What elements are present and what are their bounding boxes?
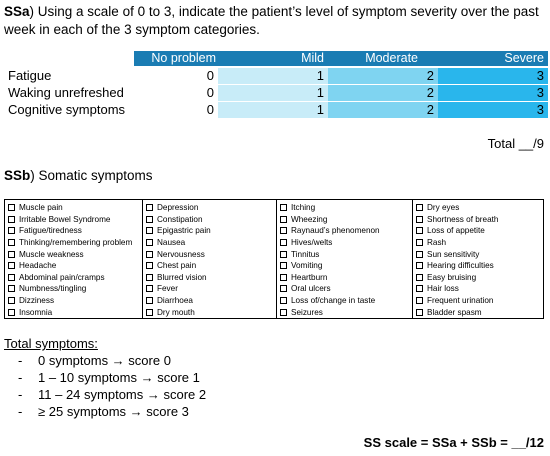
symptom-item[interactable] <box>413 260 542 272</box>
symptom-item[interactable] <box>5 260 142 272</box>
symptom-item[interactable] <box>5 295 142 307</box>
symptom-label: Easy bruising <box>427 272 477 282</box>
checkbox[interactable] <box>146 251 153 258</box>
scoring-text: ≥ 25 symptoms → score 3 <box>38 404 189 419</box>
symptom-label: Chest pain <box>157 261 197 271</box>
checkbox[interactable] <box>8 227 15 234</box>
symptom-item[interactable] <box>413 306 542 318</box>
header-severe: Severe <box>504 51 544 65</box>
list-dash: - <box>18 404 23 419</box>
checkbox[interactable] <box>146 285 153 292</box>
symptom-label: Diarrhoea <box>157 296 193 306</box>
score-cell-0[interactable]: 0 <box>134 68 218 84</box>
symptom-label: Epigastric pain <box>157 226 211 236</box>
symptom-item[interactable] <box>277 295 412 307</box>
checkbox[interactable] <box>8 297 15 304</box>
symptom-item[interactable] <box>413 295 542 307</box>
symptom-item[interactable] <box>5 248 142 260</box>
checkbox[interactable] <box>8 285 15 292</box>
ssb-title-text: ) Somatic symptoms <box>30 168 153 183</box>
symptom-item[interactable] <box>277 248 412 260</box>
symptom-label: Blurred vision <box>157 272 207 282</box>
symptom-label: Dizziness <box>19 296 55 306</box>
symptom-label: Abdominal pain/cramps <box>19 272 105 282</box>
symptom-label: Sun sensitivity <box>427 249 480 259</box>
symptom-label: Muscle weakness <box>19 249 84 259</box>
symptom-label: Wheezing <box>291 214 328 224</box>
symptom-label: Hives/welts <box>291 238 333 248</box>
symptom-item[interactable] <box>277 237 412 249</box>
checkbox[interactable] <box>416 297 423 304</box>
checkbox[interactable] <box>8 251 15 258</box>
symptom-label: Hearing difficulties <box>427 261 494 271</box>
symptom-item[interactable] <box>5 214 142 226</box>
symptom-item[interactable] <box>5 225 142 237</box>
checkbox[interactable] <box>146 227 153 234</box>
score-cell-3[interactable]: 3 <box>438 68 548 84</box>
symptom-item[interactable] <box>5 283 142 295</box>
symptom-label: Nausea <box>157 238 186 248</box>
symptom-label: Constipation <box>157 214 203 224</box>
score-cell-1[interactable]: 1 <box>218 85 328 101</box>
scoring-item <box>18 386 206 403</box>
checkbox[interactable] <box>280 262 287 269</box>
ssb-title <box>4 168 153 183</box>
checkbox[interactable] <box>8 239 15 246</box>
checkbox[interactable] <box>8 262 15 269</box>
checkbox[interactable] <box>280 297 287 304</box>
checkbox[interactable] <box>416 204 423 211</box>
list-dash: - <box>18 370 23 385</box>
checkbox[interactable] <box>146 216 153 223</box>
scoring-item <box>18 369 206 386</box>
symptom-item[interactable] <box>143 295 276 307</box>
symptom-label: Hair loss <box>427 284 459 294</box>
checkbox[interactable] <box>280 239 287 246</box>
symptom-item[interactable] <box>413 225 542 237</box>
symptom-item[interactable] <box>413 214 542 226</box>
severity-row-fatigue <box>2 67 548 85</box>
symptom-item[interactable] <box>5 202 142 214</box>
symptom-label: Irritable Bowel Syndrome <box>19 214 111 224</box>
score-cell-2[interactable]: 2 <box>328 68 438 84</box>
symptom-label: Depression <box>157 203 199 213</box>
symptom-item[interactable] <box>143 272 276 284</box>
symptom-label: Rash <box>427 238 447 248</box>
symptom-item[interactable] <box>277 306 412 318</box>
checkbox[interactable] <box>146 239 153 246</box>
symptom-column-2 <box>143 200 277 318</box>
symptom-label: Fatigue/tiredness <box>19 226 82 236</box>
symptom-label: Dry mouth <box>157 307 195 317</box>
symptom-label: Fever <box>157 284 178 294</box>
checkbox[interactable] <box>280 227 287 234</box>
checkbox[interactable] <box>416 285 423 292</box>
symptom-item[interactable] <box>277 225 412 237</box>
symptom-label: Itching <box>291 203 316 213</box>
header-moderate: Moderate <box>365 51 418 65</box>
scoring-item <box>18 403 206 420</box>
symptom-label: Nervousness <box>157 249 205 259</box>
checkbox[interactable] <box>416 309 423 316</box>
symptom-item[interactable] <box>277 272 412 284</box>
symptom-item[interactable] <box>143 202 276 214</box>
checkbox[interactable] <box>416 227 423 234</box>
symptom-label: Numbness/tingling <box>19 284 87 294</box>
checkbox[interactable] <box>8 274 15 281</box>
symptom-label: Oral ulcers <box>291 284 331 294</box>
symptom-label: Loss of appetite <box>427 226 485 236</box>
scoring-text: 0 symptoms → score 0 <box>38 353 171 368</box>
symptom-label: Loss of/change in taste <box>291 296 376 306</box>
symptom-item[interactable] <box>413 283 542 295</box>
ssa-total: Total __/9 <box>487 136 544 151</box>
symptom-item[interactable] <box>413 248 542 260</box>
score-cell-1[interactable]: 1 <box>218 68 328 84</box>
symptom-label: Frequent urination <box>427 296 494 306</box>
symptom-label: Heartburn <box>291 272 328 282</box>
checkbox[interactable] <box>146 309 153 316</box>
checkbox[interactable] <box>416 216 423 223</box>
score-cell-3[interactable]: 3 <box>438 102 548 118</box>
checkbox[interactable] <box>280 204 287 211</box>
header-no-problem: No problem <box>151 51 216 65</box>
checkbox[interactable] <box>280 309 287 316</box>
symptom-item[interactable] <box>143 237 276 249</box>
symptom-item[interactable] <box>143 260 276 272</box>
symptom-item[interactable] <box>5 272 142 284</box>
symptom-label: Thinking/remembering problem <box>19 238 133 248</box>
symptom-label: Dry eyes <box>427 203 460 213</box>
score-cell-0[interactable]: 0 <box>134 102 218 118</box>
symptom-item[interactable] <box>277 214 412 226</box>
checkbox[interactable] <box>146 274 153 281</box>
symptom-item[interactable] <box>143 214 276 226</box>
list-dash: - <box>18 353 23 368</box>
symptom-item[interactable] <box>5 306 142 318</box>
symptom-item[interactable] <box>277 202 412 214</box>
symptom-label: Insomnia <box>19 307 53 317</box>
symptom-item[interactable] <box>277 260 412 272</box>
list-dash: - <box>18 387 23 402</box>
ss-scale-formula: SS scale = SSa + SSb = __/12 <box>363 435 544 450</box>
somatic-symptom-checklist <box>4 199 544 319</box>
symptom-item[interactable] <box>413 202 542 214</box>
checkbox[interactable] <box>146 204 153 211</box>
symptom-label: Tinnitus <box>291 249 320 259</box>
checkbox[interactable] <box>416 274 423 281</box>
checkbox[interactable] <box>8 309 15 316</box>
score-cell-1[interactable]: 1 <box>218 102 328 118</box>
checkbox[interactable] <box>280 216 287 223</box>
symptom-label: Muscle pain <box>19 203 63 213</box>
checkbox[interactable] <box>146 262 153 269</box>
checkbox[interactable] <box>416 251 423 258</box>
ssa-instruction-text: ) Using a scale of 0 to 3, indicate the patient’s level of symptom severity over the past week in each of the 3 symptom categories. <box>4 4 539 37</box>
score-cell-0[interactable]: 0 <box>134 85 218 101</box>
symptom-label: Shortness of breath <box>427 214 499 224</box>
score-cell-2[interactable]: 2 <box>328 85 438 101</box>
checkbox[interactable] <box>146 297 153 304</box>
total-symptoms-title: Total symptoms: <box>4 336 98 351</box>
ssb-prefix: SSb <box>4 168 31 183</box>
symptom-column-4 <box>413 200 542 318</box>
score-cell-3[interactable]: 3 <box>438 85 548 101</box>
symptom-item[interactable] <box>143 306 276 318</box>
score-cell-2[interactable]: 2 <box>328 102 438 118</box>
symptom-column-1 <box>5 200 143 318</box>
symptom-label: Headache <box>19 261 57 271</box>
symptom-item[interactable] <box>143 283 276 295</box>
scoring-item <box>18 352 206 369</box>
checkbox[interactable] <box>8 216 15 223</box>
checkbox[interactable] <box>280 285 287 292</box>
checkbox[interactable] <box>416 239 423 246</box>
row-label: Fatigue <box>8 68 52 83</box>
severity-row-waking-unrefreshed <box>2 84 548 102</box>
symptom-item[interactable] <box>143 248 276 260</box>
scoring-text: 1 – 10 symptoms → score 1 <box>38 370 200 385</box>
symptom-item[interactable] <box>413 272 542 284</box>
severity-header <box>134 51 548 66</box>
symptom-item[interactable] <box>413 237 542 249</box>
symptom-label: Raynaud’s phenomenon <box>291 226 380 236</box>
symptom-label: Bladder spasm <box>427 307 482 317</box>
severity-row-cognitive-symptoms <box>2 101 548 119</box>
scoring-list <box>18 352 206 420</box>
symptom-item[interactable] <box>5 237 142 249</box>
symptom-item[interactable] <box>143 225 276 237</box>
symptom-label: Vomiting <box>291 261 323 271</box>
checkbox[interactable] <box>416 262 423 269</box>
symptom-label: Seizures <box>291 307 323 317</box>
row-label: Cognitive symptoms <box>8 102 126 117</box>
row-label: Waking unrefreshed <box>8 85 124 100</box>
checkbox[interactable] <box>280 274 287 281</box>
checkbox[interactable] <box>8 204 15 211</box>
scoring-text: 11 – 24 symptoms → score 2 <box>38 387 207 402</box>
ssa-instructions <box>4 3 544 39</box>
ssa-prefix: SSa <box>4 4 30 19</box>
symptom-item[interactable] <box>277 283 412 295</box>
header-mild: Mild <box>301 51 324 65</box>
checkbox[interactable] <box>280 251 287 258</box>
symptom-column-3 <box>277 200 413 318</box>
